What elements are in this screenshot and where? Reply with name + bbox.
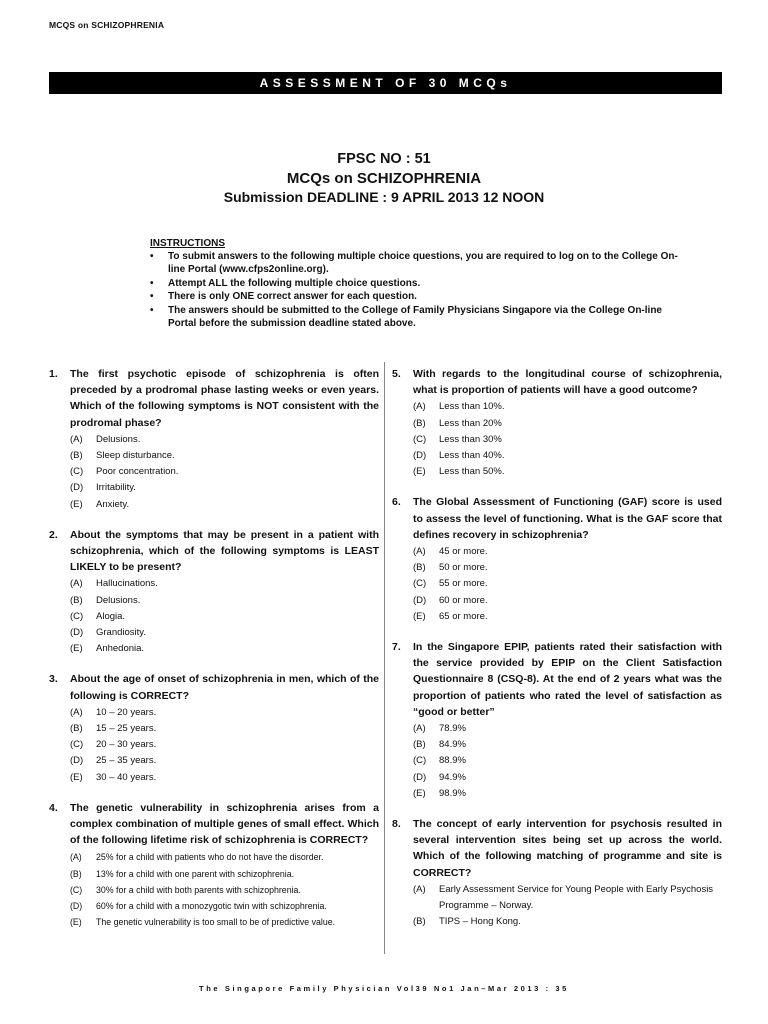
option-label: (A)	[413, 883, 426, 895]
question-stem: About the age of onset of schizophrenia in men, which of the following is CORRECT?	[70, 673, 379, 702]
option-text: Alogia.	[96, 610, 126, 622]
option-label: (D)	[70, 755, 84, 767]
question-1	[49, 366, 379, 513]
question-stem: With regards to the longitudinal course of schizophrenia, what is proportion of patients will have a good outcome?	[413, 368, 722, 397]
option-text: Irritability.	[96, 482, 136, 494]
option-a	[70, 576, 379, 592]
option-c	[70, 737, 379, 753]
option-text: 15 – 25 years.	[96, 723, 157, 735]
option-c	[70, 609, 379, 625]
option-label: (E)	[70, 917, 82, 928]
option-text: Less than 50%.	[439, 466, 505, 478]
fpsc-number: FPSC NO : 51	[337, 151, 431, 167]
question-stem: In the Singapore EPIP, patients rated their satisfaction with the service provided by EPIP on the Client Satisfaction Questionnaire 8 (CSQ-8). At the end of 2 years what was the proportion of patients who rated the level of satisfaction as “good or better”	[413, 641, 722, 718]
option-c	[413, 576, 722, 592]
option-a	[413, 721, 722, 737]
option-text: Delusions.	[96, 594, 141, 606]
option-label: (E)	[413, 787, 426, 799]
option-text: Sleep disturbance.	[96, 450, 175, 462]
option-label: (C)	[70, 739, 84, 751]
option-label: (C)	[413, 755, 427, 767]
option-label: (E)	[413, 610, 426, 622]
question-number: 7.	[392, 641, 401, 654]
option-text: Hallucinations.	[96, 578, 158, 590]
option-label: (B)	[413, 562, 426, 574]
option-text: Anhedonia.	[96, 643, 145, 655]
instructions-heading: INSTRUCTIONS	[150, 238, 225, 249]
option-label: (C)	[413, 433, 427, 445]
option-text: 10 – 20 years.	[96, 706, 157, 718]
section-banner: ASSESSMENT OF 30 MCQs	[49, 72, 722, 94]
option-label: (B)	[413, 739, 426, 751]
left-column	[49, 366, 379, 931]
option-label: (B)	[413, 417, 426, 429]
option-a	[413, 882, 722, 914]
bullet-icon: •	[150, 291, 154, 303]
option-c	[70, 882, 379, 898]
option-label: (C)	[70, 466, 84, 478]
option-label: (B)	[70, 723, 83, 735]
question-number: 4.	[49, 801, 58, 814]
option-b	[413, 560, 722, 576]
option-d	[70, 753, 379, 769]
option-label: (D)	[413, 450, 427, 462]
option-e	[70, 497, 379, 513]
option-d	[70, 625, 379, 641]
question-number: 2.	[49, 528, 58, 541]
option-b	[70, 721, 379, 737]
option-text: 55 or more.	[439, 578, 488, 590]
option-label: (A)	[70, 433, 83, 445]
option-text: 60% for a child with a monozygotic twin with schizophrenia.	[96, 901, 327, 912]
question-stem: The Global Assessment of Functioning (GAF) score is used to assess the level of functioning. What is the GAF score that defines recovery in schizophrenia?	[413, 496, 722, 541]
submission-deadline: Submission DEADLINE : 9 APRIL 2013 12 NOON	[223, 189, 545, 205]
option-label: (B)	[70, 450, 83, 462]
option-label: (A)	[70, 706, 83, 718]
instructions-list	[150, 250, 680, 330]
option-label: (A)	[413, 546, 426, 558]
option-text: 20 – 30 years.	[96, 739, 157, 751]
option-e	[413, 609, 722, 625]
option-label: (D)	[413, 771, 427, 783]
option-label: (E)	[70, 498, 83, 510]
option-text: 25 – 35 years.	[96, 755, 157, 767]
option-label: (B)	[413, 916, 426, 928]
option-b	[70, 593, 379, 609]
option-b	[70, 866, 379, 882]
question-number: 8.	[392, 818, 401, 831]
question-5	[392, 366, 722, 480]
instruction-item	[150, 290, 680, 303]
question-6	[392, 494, 722, 625]
running-head: MCQS on SCHIZOPHRENIA	[49, 20, 165, 30]
option-text: Less than 30%	[439, 433, 502, 445]
option-text: Less than 10%.	[439, 401, 505, 413]
option-label: (D)	[413, 594, 427, 606]
option-text: 60 or more.	[439, 594, 488, 606]
option-text: 30 – 40 years.	[96, 771, 157, 783]
column-divider	[384, 362, 385, 954]
option-text: Poor concentration.	[96, 466, 179, 478]
instruction-item	[150, 304, 680, 331]
instruction-text: Attempt ALL the following multiple choice questions.	[168, 277, 421, 289]
option-b	[413, 416, 722, 432]
question-2	[49, 527, 379, 658]
option-d	[70, 480, 379, 496]
bullet-icon: •	[150, 277, 154, 289]
option-c	[70, 464, 379, 480]
option-label: (B)	[70, 594, 83, 606]
option-b	[413, 737, 722, 753]
option-text: Early Assessment Service for Young People with Early Psychosis Programme – Norway.	[439, 883, 714, 912]
option-e	[413, 786, 722, 802]
option-label: (A)	[70, 578, 83, 590]
option-a	[413, 544, 722, 560]
option-text: 25% for a child with patients who do not have the disorder.	[96, 852, 324, 863]
option-label: (C)	[70, 884, 83, 895]
option-label: (D)	[70, 627, 84, 639]
title-block	[0, 150, 768, 207]
option-e	[413, 464, 722, 480]
bullet-icon: •	[150, 251, 154, 262]
option-text: Anxiety.	[96, 498, 130, 510]
option-text: 13% for a child with one parent with schizophrenia.	[96, 868, 295, 879]
option-e	[70, 770, 379, 786]
option-text: 94.9%	[439, 771, 466, 783]
option-d	[413, 593, 722, 609]
question-stem: The first psychotic episode of schizophrenia is often preceded by a prodromal phase lasting weeks or even years. Which of the following symptoms is NOT consistent with the prodromal phase?	[70, 368, 379, 429]
question-number: 5.	[392, 368, 401, 380]
question-number: 1.	[49, 368, 58, 380]
option-text: 30% for a child with both parents with schizophrenia.	[96, 884, 301, 895]
option-text: Grandiosity.	[96, 627, 146, 639]
option-text: 65 or more.	[439, 610, 488, 622]
instruction-item	[150, 277, 680, 290]
option-b	[70, 448, 379, 464]
option-d	[70, 898, 379, 914]
option-c	[413, 753, 722, 769]
option-text: The genetic vulnerability is too small to be of predictive value.	[96, 917, 336, 928]
instruction-item	[150, 250, 680, 277]
option-label: (A)	[70, 852, 82, 863]
option-text: 45 or more.	[439, 546, 488, 558]
option-text: 84.9%	[439, 739, 466, 751]
bullet-icon: •	[150, 304, 154, 316]
instructions	[150, 237, 680, 330]
option-label: (B)	[70, 868, 82, 879]
option-a	[70, 705, 379, 721]
option-d	[413, 448, 722, 464]
option-b	[413, 914, 722, 930]
option-text: Less than 40%.	[439, 450, 505, 462]
question-stem: The concept of early intervention for psychosis resulted in several intervention sites being set up across the world. Which of the following matching of programme and site is CORRECT?	[413, 818, 722, 879]
question-stem: About the symptoms that may be present in a patient with schizophrenia, which of the following symptoms is LEAST LIKELY to be present?	[70, 528, 379, 574]
option-a	[70, 432, 379, 448]
option-text: 88.9%	[439, 755, 466, 767]
question-number: 3.	[49, 673, 58, 686]
page-title: MCQs on SCHIZOPHRENIA	[286, 170, 482, 187]
question-stem: The genetic vulnerability in schizophrenia arises from a complex combination of multiple genes of small effect. Which of the following lifetime risk of schizophrenia is CORRECT?	[70, 801, 379, 847]
question-4	[49, 800, 379, 931]
option-text: 78.9%	[439, 723, 466, 735]
question-number: 6.	[392, 496, 401, 509]
option-label: (E)	[413, 466, 426, 478]
option-label: (D)	[70, 901, 83, 912]
option-label: (C)	[70, 610, 84, 622]
option-text: 98.9%	[439, 787, 466, 799]
question-8	[392, 816, 722, 930]
option-text: 50 or more.	[439, 562, 488, 574]
option-text: TIPS – Hong Kong.	[439, 916, 521, 928]
option-label: (E)	[70, 643, 83, 655]
option-e	[70, 641, 379, 657]
option-c	[413, 432, 722, 448]
option-text: Delusions.	[96, 433, 141, 445]
question-3	[49, 671, 379, 785]
option-label: (A)	[413, 401, 426, 413]
option-label: (A)	[413, 723, 426, 735]
option-d	[413, 770, 722, 786]
option-label: (D)	[70, 482, 84, 494]
option-a	[70, 849, 379, 865]
option-label: (C)	[413, 578, 427, 590]
option-text: Less than 20%	[439, 417, 502, 429]
question-7	[392, 639, 722, 802]
instruction-text: There is only ONE correct answer for each question.	[168, 291, 417, 303]
page-footer: The Singapore Family Physician Vol39 No1 Jan–Mar 2013 : 35	[199, 984, 569, 993]
instruction-text: To submit answers to the following multiple choice questions, you are required to log on to the College On-line Portal (www.cfps2online.org).	[168, 251, 678, 276]
option-label: (E)	[70, 771, 83, 783]
option-e	[70, 914, 379, 930]
instruction-text: The answers should be submitted to the College of Family Physicians Singapore via the College On-line Portal before the submission deadline stated above.	[168, 304, 662, 330]
option-a	[413, 399, 722, 415]
right-column	[392, 366, 722, 931]
